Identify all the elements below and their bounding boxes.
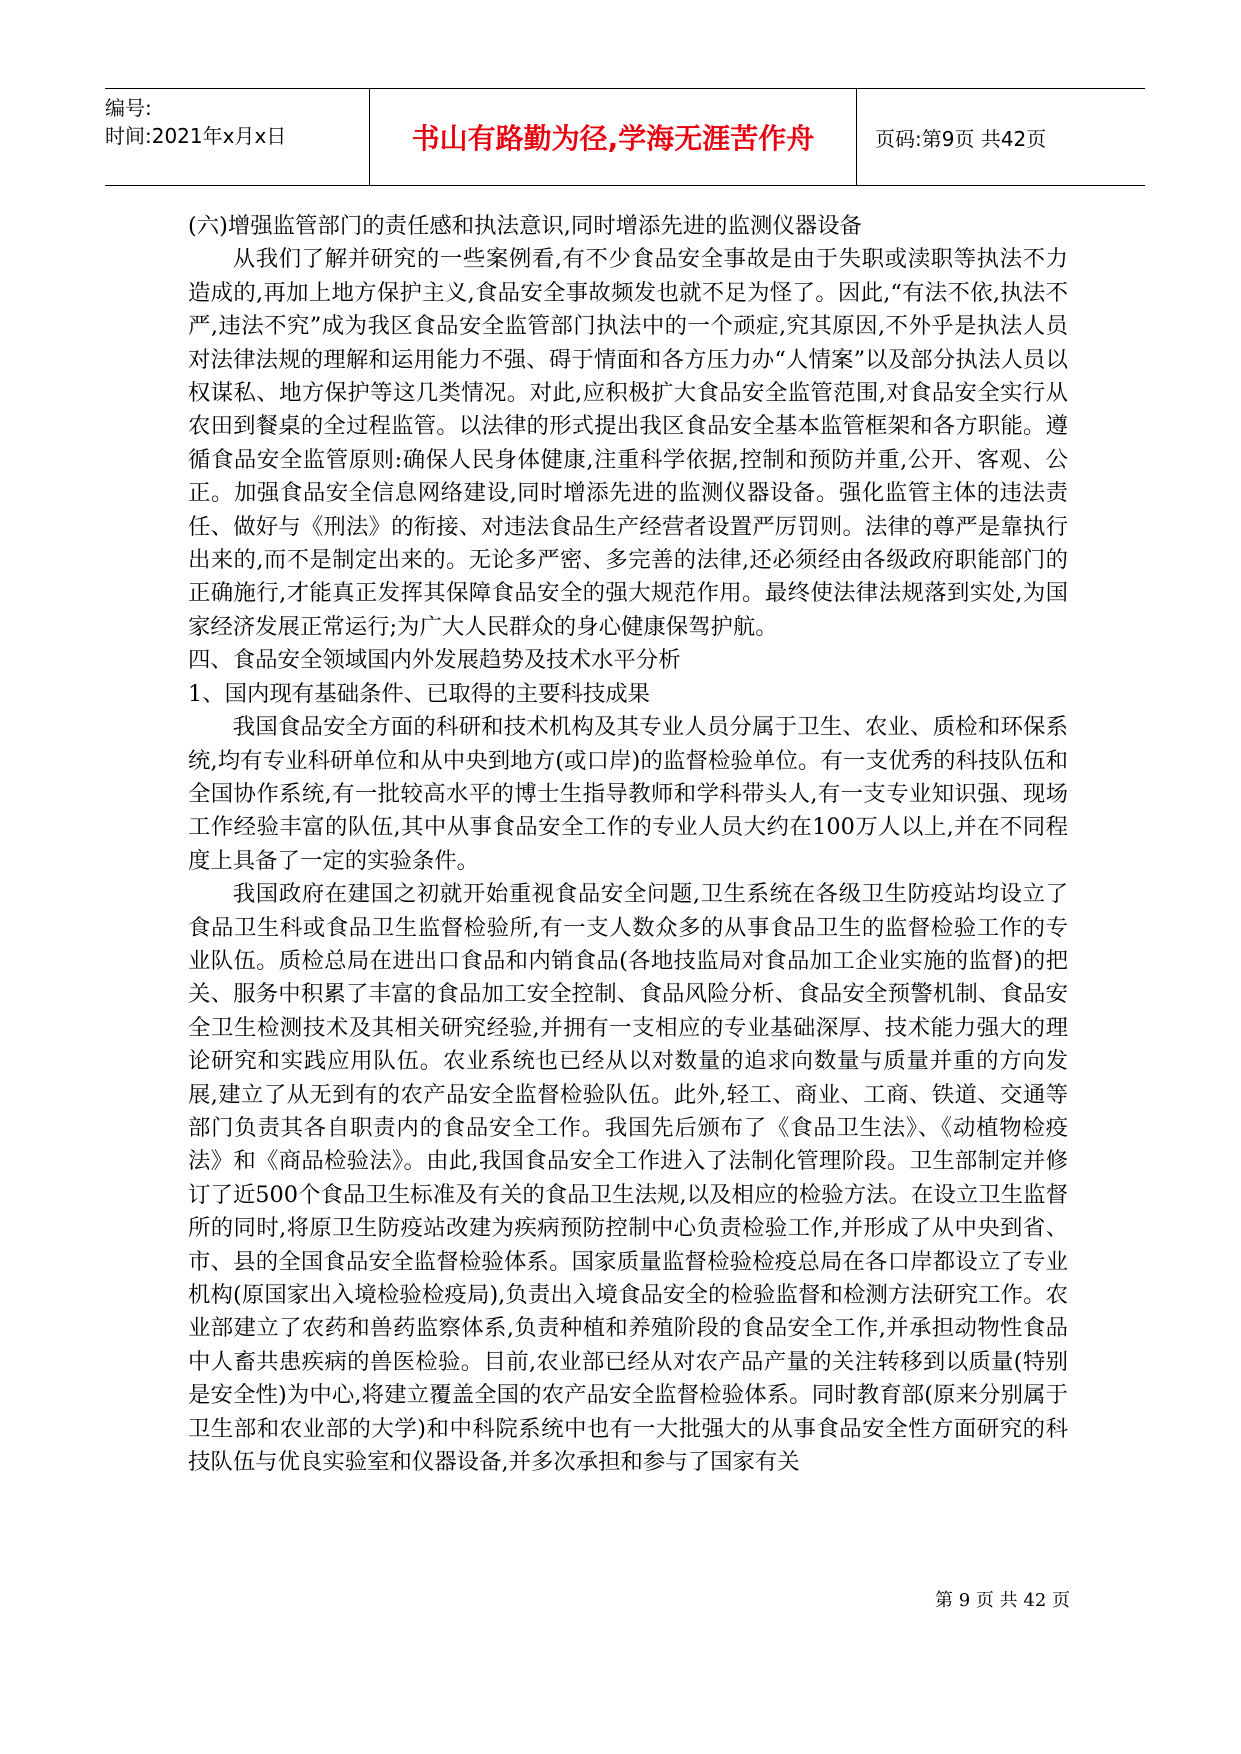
subsection-heading: 1、国内现有基础条件、已取得的主要科技成果: [188, 680, 651, 707]
document-number-label: 编号:: [105, 96, 152, 120]
document-body: [188, 210, 1068, 1479]
body-paragraph: 我国政府在建国之初就开始重视食品安全问题,卫生系统在各级卫生防疫站均设立了食品卫生科或食品卫生监督检验所,有一支人数众多的从事食品卫生的监督检验工作的专业队伍。质检总局在进出口食品和内销食品(各地技监局对食品加工企业实施的监督)的把关、服务中积累了丰富的食品加工安全控制、食品风险分析、食品安全预警机制、食品安全卫生检测技术及其相关研究经验,并拥有一支相应的专业基础深厚、技术能力强大的理论研究和实践应用队伍。农业系统也已经从以对数量的追求向数量与质量并重的方向发展,建立了从无到有的农产品安全监督检验队伍。此外,轻工、商业、工商、铁道、交通等部门负责其各自职责内的食品安全工作。我国先后颁布了《食品卫生法》、《动植物检疫法》和《商品检验法》。由此,我国食品安全工作进入了法制化管理阶段。卫生部制定并修订了近500个食品卫生标准及有关的食品卫生法规,以及相应的检验方法。在设立卫生监督所的同时,将原卫生防疫站改建为疾病预防控制中心负责检验工作,并形成了从中央到省、市、县的全国食品安全监督检验体系。国家质量监督检验检疫总局在各口岸都设立了专业机构(原国家出入境检验检疫局),负责出入境食品安全的检验监督和检测方法研究工作。农业部建立了农药和兽药监察体系,负责种植和养殖阶段的食品安全工作,并承担动物性食品中人畜共患疾病的兽医检验。目前,农业部已经从对农产品产量的关注转移到以质量(特别是安全性)为中心,将建立覆盖全国的农产品安全监督检验体系。同时教育部(原来分别属于卫生部和农业部的大学)和中科院系统中也有一大批强大的从事食品安全性方面研究的科技队伍与优良实验室和仪器设备,并多次承担和参与了国家有关: [188, 881, 1068, 1476]
body-paragraph: 从我们了解并研究的一些案例看,有不少食品安全事故是由于失职或渎职等执法不力造成的,再加上地方保护主义,食品安全事故频发也就不足为怪了。因此,“有法不依,执法不严,违法不究”成为我区食品安全监管部门执法中的一个顽症,究其原因,不外乎是执法人员对法律法规的理解和运用能力不强、碍于情面和各方压力办“人情案”以及部分执法人员以权谋私、地方保护等这几类情况。对此,应积极扩大食品安全监管范围,对食品安全实行从农田到餐桌的全过程监管。以法律的形式提出我区食品安全基本监管框架和各方职能。遵循食品安全监管原则:确保人民身体健康,注重科学依据,控制和预防并重,公开、客观、公正。加强食品安全信息网络建设,同时增添先进的监测仪器设备。强化监管主体的违法责任、做好与《刑法》的衔接、对违法食品生产经营者设置严厉罚则。法律的尊严是靠执行出来的,而不是制定出来的。无论多严密、多完善的法律,还必须经由各级政府职能部门的正确施行,才能真正发挥其保障食品安全的强大规范作用。最终使法律法规落到实处,为国家经济发展正常运行;为广大人民群众的身心健康保驾护航。: [188, 246, 1068, 640]
header-page-number: 页码:第9页 共42页: [875, 126, 1047, 151]
body-paragraph: 我国食品安全方面的科研和技术机构及其专业人员分属于卫生、农业、质检和环保系统,均有专业科研单位和从中央到地方(或口岸)的监督检验单位。有一支优秀的科技队伍和全国协作系统,有一批较高水平的博士生指导教师和学科带头人,有一支专业知识强、现场工作经验丰富的队伍,其中从事食品安全工作的专业人员大约在100万人以上,并在不同程度上具备了一定的实验条件。: [188, 714, 1068, 874]
document-time-label: 时间:2021年x月x日: [105, 124, 287, 148]
page-footer: 第 9 页 共 42 页: [935, 1590, 1070, 1611]
page-header: [105, 88, 1145, 186]
section-heading: (六)增强监管部门的责任感和执法意识,同时增添先进的监测仪器设备: [188, 213, 862, 239]
header-motto: 书山有路勤为径,学海无涯苦作舟: [370, 89, 857, 185]
section-heading: 四、食品安全领域国内外发展趋势及技术水平分析: [188, 647, 681, 674]
header-meta: [105, 89, 370, 185]
